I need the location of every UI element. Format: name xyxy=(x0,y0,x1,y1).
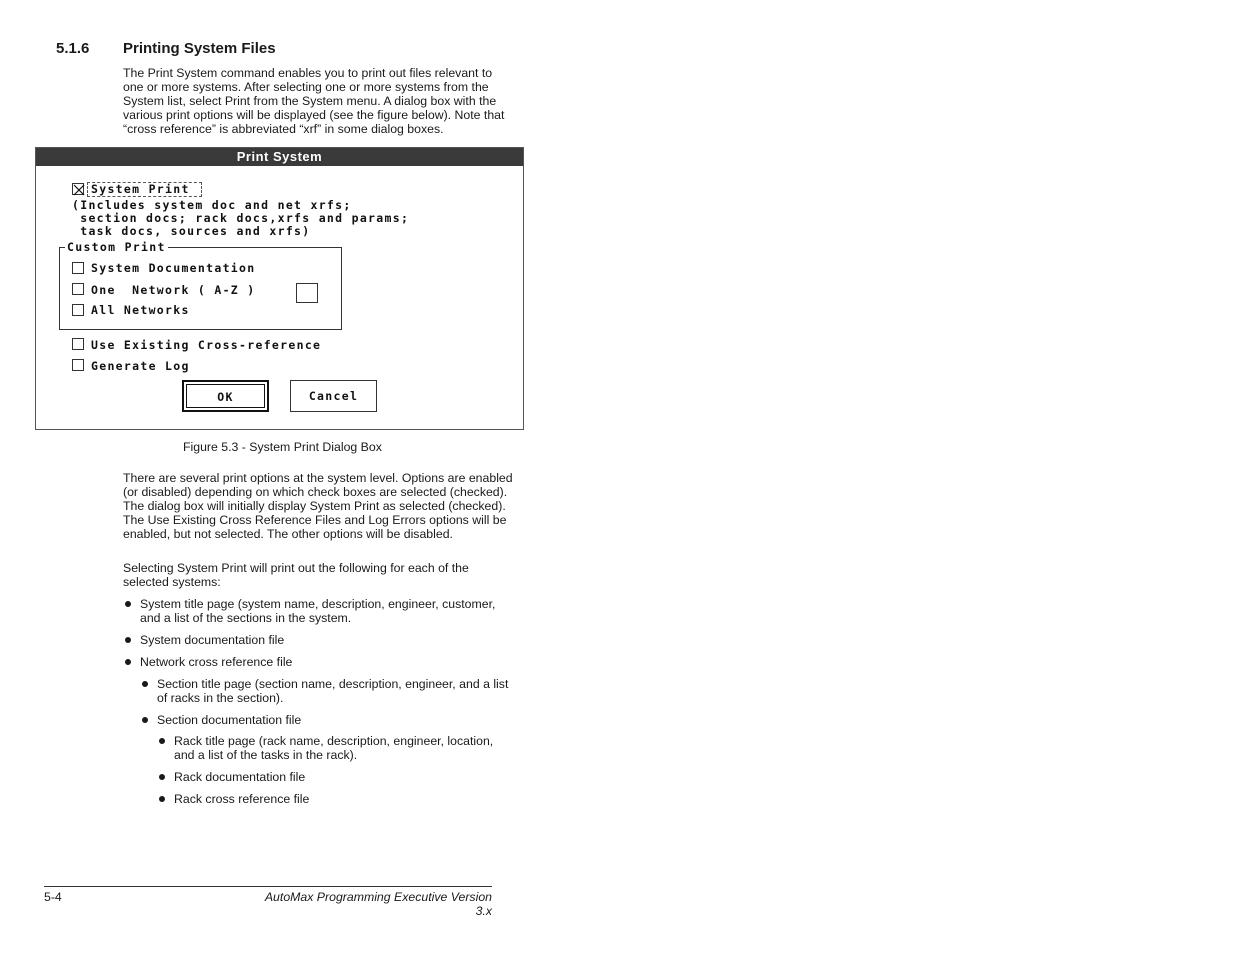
one-network-label[interactable]: One Network ( A-Z ) xyxy=(91,283,256,297)
section-title: Printing System Files xyxy=(123,40,276,57)
body-paragraph-1: There are several print options at the system level. Options are enabled (or disabled) depending on which check boxes are selected (checked). The dialog box will initially display System Print as selected (checked). The Use Existing Cross Reference Files and Log Errors options will be enabled, but not selected. The other options will be disabled. xyxy=(123,471,513,541)
intro-paragraph: The Print System command enables you to print out files relevant to one or more systems. After selecting one or more systems from the System list, select Print from the System menu. A dialog box with the various print options will be displayed (see the figure below). Note that “cross reference” is abbreviated “xrf” in some dialog boxes. xyxy=(123,66,505,136)
footer-rule xyxy=(44,886,492,887)
section-number: 5.1.6 xyxy=(56,40,90,57)
system-print-checkbox[interactable] xyxy=(72,183,84,195)
print-system-dialog xyxy=(35,147,524,430)
bullet-list-level-3 xyxy=(157,734,513,806)
network-letter-input[interactable] xyxy=(296,283,318,303)
body-paragraph-2: Selecting System Print will print out the following for each of the selected systems: xyxy=(123,561,469,589)
includes-line-3: task docs, sources and xrfs) xyxy=(72,224,311,238)
footer-title: AutoMax Programming Executive Version 3.x xyxy=(264,890,492,918)
list-item: Rack title page (rack name, description, engineer, location, and a list of the tasks in the rack). xyxy=(157,734,513,762)
list-item: System title page (system name, description, engineer, customer, and a list of the sections in the system. xyxy=(123,597,513,625)
includes-line-2: section docs; rack docs,xrfs and params; xyxy=(72,211,410,225)
custom-print-group xyxy=(59,240,342,330)
generate-log-checkbox[interactable] xyxy=(72,359,84,371)
cancel-button[interactable]: Cancel xyxy=(290,380,377,412)
use-existing-xref-checkbox[interactable] xyxy=(72,338,84,350)
check-x-icon xyxy=(73,184,85,196)
bullet-list-level-1 xyxy=(123,597,513,669)
ok-button[interactable]: OK xyxy=(182,380,269,412)
page-number: 5-4 xyxy=(44,890,62,904)
list-item: Rack documentation file xyxy=(157,770,513,784)
system-documentation-checkbox[interactable] xyxy=(72,262,84,274)
bullet-list-level-2 xyxy=(140,677,513,727)
list-item: Section documentation file xyxy=(140,713,513,727)
system-print-label[interactable]: System Print xyxy=(91,182,190,196)
all-networks-label[interactable]: All Networks xyxy=(91,303,190,317)
use-existing-xref-label[interactable]: Use Existing Cross-reference xyxy=(91,338,322,352)
dialog-title: Print System xyxy=(36,148,523,166)
list-item: Rack cross reference file xyxy=(157,792,513,806)
all-networks-checkbox[interactable] xyxy=(72,304,84,316)
system-documentation-label[interactable]: System Documentation xyxy=(91,261,256,275)
section-heading xyxy=(56,40,276,57)
figure-caption: Figure 5.3 - System Print Dialog Box xyxy=(183,440,382,454)
list-item: Network cross reference file xyxy=(123,655,513,669)
custom-print-legend: Custom Print xyxy=(67,240,166,254)
one-network-checkbox[interactable] xyxy=(72,283,84,295)
generate-log-label[interactable]: Generate Log xyxy=(91,359,190,373)
includes-line-1: (Includes system doc and net xrfs; xyxy=(72,198,352,212)
list-item: Section title page (section name, description, engineer, and a list of racks in the section). xyxy=(140,677,513,705)
list-item: System documentation file xyxy=(123,633,513,647)
